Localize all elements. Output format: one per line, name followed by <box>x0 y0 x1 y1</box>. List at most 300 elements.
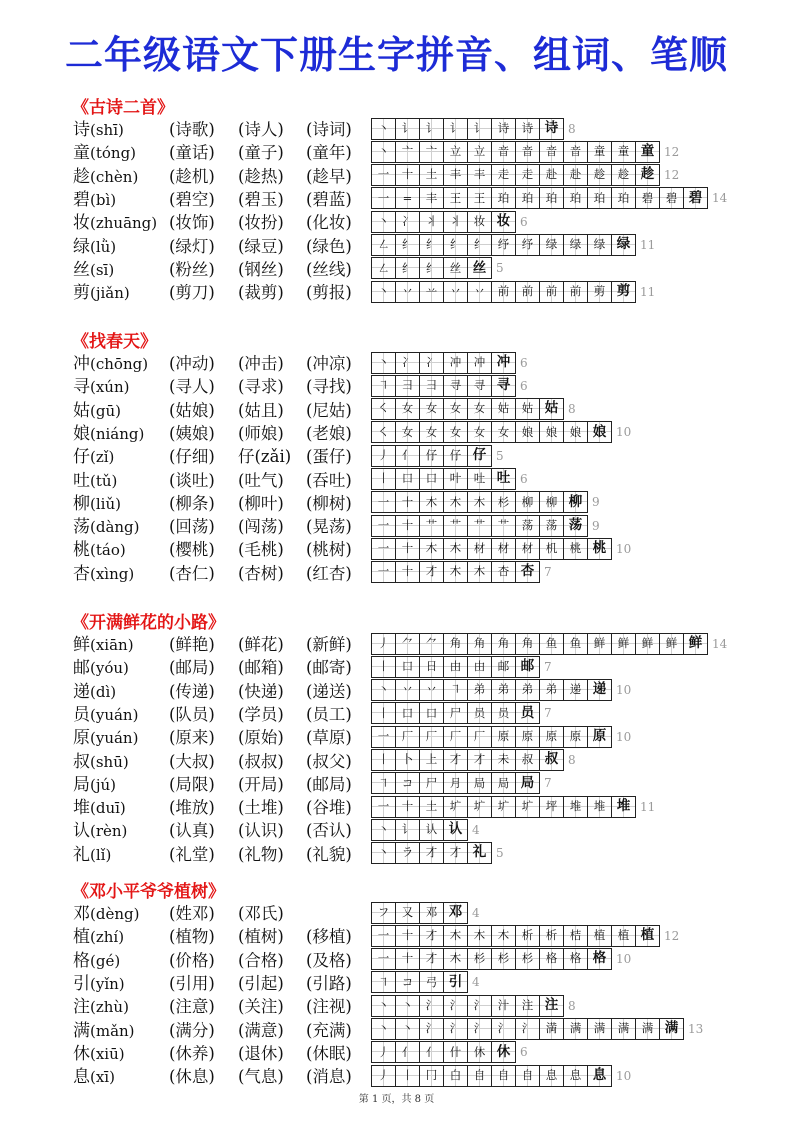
word-phrase: (谷堆) <box>306 798 352 818</box>
stroke-step-cell: 氵 <box>443 1018 468 1040</box>
pinyin: (liǔ) <box>90 494 121 513</box>
stroke-step-cell: 十 <box>395 538 420 560</box>
stroke-step-cell: 立 <box>467 141 492 163</box>
word-phrase: (冲动) <box>169 354 215 373</box>
stroke-order-grid <box>371 656 552 677</box>
stroke-step-cell: 讠 <box>467 118 492 140</box>
word-phrase: (局限) <box>169 774 215 794</box>
character-row <box>73 797 773 819</box>
word-phrase: (邮箱) <box>238 658 284 678</box>
pinyin: (chèn) <box>90 167 139 186</box>
stroke-count: 10 <box>616 541 632 556</box>
stroke-step-cell: 丷 <box>419 679 444 701</box>
stroke-step-cell: 角 <box>467 633 492 655</box>
character: 剪 <box>73 283 90 304</box>
stroke-count: 8 <box>568 998 576 1013</box>
character-row <box>73 423 773 445</box>
stroke-step-cell: 荡 <box>563 515 588 537</box>
stroke-step-cell: 讠 <box>395 819 420 841</box>
stroke-step-cell: 尸 <box>419 772 444 794</box>
character-with-pinyin <box>73 704 138 726</box>
stroke-step-cell: 満 <box>539 1018 564 1040</box>
stroke-step-cell: 女 <box>395 421 420 443</box>
stroke-step-cell: コ <box>395 772 420 794</box>
stroke-step-cell: 局 <box>467 772 492 794</box>
stroke-step-cell: 自 <box>467 1065 492 1087</box>
stroke-step-cell: 氵 <box>419 1018 444 1040</box>
stroke-step-cell: 口 <box>419 702 444 724</box>
word-phrase: (回荡) <box>169 517 215 537</box>
stroke-order-grid <box>371 796 655 817</box>
word-phrase: (晃荡) <box>306 517 352 537</box>
stroke-count: 14 <box>712 191 728 206</box>
character-with-pinyin <box>73 516 140 538</box>
stroke-order-grid <box>371 188 727 209</box>
stroke-step-cell: 口 <box>395 468 420 490</box>
stroke-step-cell: 仔 <box>419 445 444 467</box>
stroke-step-cell: 丶 <box>371 819 396 841</box>
word-phrase: (冲击) <box>238 354 284 373</box>
character-row <box>73 657 773 679</box>
character: 趁 <box>73 166 90 187</box>
word-phrase: (认识) <box>238 821 284 841</box>
character-with-pinyin <box>73 634 134 656</box>
word-phrase: (合格) <box>238 950 284 970</box>
character-with-pinyin <box>73 820 127 842</box>
word-phrase: (老娘) <box>306 423 352 443</box>
stroke-step-cell: 木 <box>443 561 468 583</box>
stroke-step-cell: 十 <box>395 925 420 947</box>
stroke-count: 7 <box>544 706 552 721</box>
character-with-pinyin <box>73 797 126 819</box>
section-title: 《开满鲜花的小路》 <box>72 613 225 633</box>
stroke-step-cell: 堆 <box>587 796 612 818</box>
word-phrase: (否认) <box>306 821 352 841</box>
word-phrase: (毛桃) <box>238 540 284 560</box>
stroke-step-cell: 冲 <box>467 352 492 374</box>
stroke-step-cell: 氵 <box>515 1018 540 1040</box>
pinyin: (tǔ) <box>90 471 118 490</box>
character: 休 <box>73 1043 90 1064</box>
stroke-order-grid <box>371 726 631 747</box>
stroke-step-cell: 卜 <box>395 749 420 771</box>
stroke-step-cell: 姑 <box>491 398 516 420</box>
stroke-step-cell: 未 <box>491 749 516 771</box>
stroke-order-grid <box>371 819 480 840</box>
stroke-order-grid <box>371 750 576 771</box>
stroke-step-cell: 格 <box>587 948 612 970</box>
pinyin: (jiǎn) <box>90 284 130 303</box>
stroke-step-cell: 亻 <box>395 1041 420 1063</box>
stroke-step-cell: 吐 <box>491 468 516 490</box>
stroke-step-cell: 月 <box>443 772 468 794</box>
stroke-step-cell: 原 <box>563 726 588 748</box>
stroke-count: 10 <box>616 952 632 967</box>
stroke-count: 10 <box>616 1068 632 1083</box>
stroke-step-cell: 童 <box>587 141 612 163</box>
stroke-step-cell: 一 <box>371 796 396 818</box>
word-phrase: (闯荡) <box>238 517 284 537</box>
stroke-step-cell: 走 <box>515 164 540 186</box>
word-phrase: (吐气) <box>238 470 284 490</box>
word-phrase: (蛋仔) <box>306 447 352 467</box>
word-phrase: (寻求) <box>238 377 284 397</box>
stroke-step-cell: 材 <box>467 538 492 560</box>
stroke-order-grid <box>371 258 504 279</box>
stroke-step-cell: 坪 <box>539 796 564 818</box>
stroke-step-cell: 珀 <box>563 187 588 209</box>
stroke-count: 12 <box>664 168 680 183</box>
pinyin: (zhù) <box>90 998 129 1017</box>
stroke-step-cell: 王 <box>443 187 468 209</box>
stroke-count: 7 <box>544 659 552 674</box>
character-row <box>73 236 773 258</box>
word-phrase: (满分) <box>169 1020 215 1040</box>
pinyin: (yǐn) <box>90 974 125 993</box>
pinyin: (tóng) <box>90 144 137 163</box>
stroke-count: 6 <box>520 1045 528 1060</box>
stroke-count: 5 <box>496 846 504 861</box>
character-row <box>73 189 773 211</box>
stroke-step-cell: 女 <box>419 398 444 420</box>
stroke-step-cell: 木 <box>443 925 468 947</box>
stroke-step-cell: ㇕ <box>371 971 396 993</box>
stroke-step-cell: 艹 <box>419 515 444 537</box>
stroke-step-cell: 丰 <box>419 187 444 209</box>
stroke-step-cell: 递 <box>563 679 588 701</box>
character-row <box>73 926 773 948</box>
stroke-order-grid <box>371 562 552 583</box>
word-phrase: (趁早) <box>306 166 352 186</box>
stroke-order-grid <box>371 352 528 373</box>
stroke-step-cell: 格 <box>539 948 564 970</box>
word-phrase: (诗歌) <box>169 120 215 139</box>
character-row <box>73 446 773 468</box>
stroke-step-cell: 才 <box>419 842 444 864</box>
stroke-step-cell: 仔 <box>467 445 492 467</box>
stroke-step-cell: 局 <box>491 772 516 794</box>
character-with-pinyin <box>73 212 157 234</box>
stroke-count: 7 <box>544 565 552 580</box>
stroke-step-cell: 丶 <box>395 995 420 1017</box>
character: 吐 <box>73 470 90 491</box>
stroke-count: 11 <box>640 799 656 814</box>
character-with-pinyin <box>73 166 138 188</box>
stroke-step-cell: 纾 <box>491 234 516 256</box>
word-phrase: (化妆) <box>306 213 352 233</box>
stroke-step-cell: 弟 <box>467 679 492 701</box>
character: 息 <box>73 1067 90 1088</box>
stroke-step-cell: 厂 <box>467 726 492 748</box>
stroke-step-cell: 丶 <box>371 995 396 1017</box>
stroke-step-cell: 丰 <box>467 164 492 186</box>
stroke-step-cell: 鱼 <box>539 633 564 655</box>
stroke-step-cell: 角 <box>491 633 516 655</box>
pinyin: (xī) <box>90 1068 115 1087</box>
stroke-order-grid <box>371 515 600 536</box>
word-phrase: (丝线) <box>306 259 352 279</box>
stroke-step-cell: 植 <box>587 925 612 947</box>
pinyin: (shī) <box>90 121 124 139</box>
stroke-count: 12 <box>664 928 680 943</box>
stroke-step-cell: 材 <box>491 538 516 560</box>
stroke-step-cell: 尸 <box>443 702 468 724</box>
stroke-step-cell: 满 <box>659 1018 684 1040</box>
stroke-step-cell: 木 <box>491 925 516 947</box>
stroke-step-cell: 才 <box>419 925 444 947</box>
stroke-step-cell: 艹 <box>443 515 468 537</box>
character-row <box>73 400 773 422</box>
stroke-step-cell: 土 <box>419 796 444 818</box>
stroke-step-cell: 鲜 <box>683 633 708 655</box>
character: 童 <box>73 143 90 164</box>
character-with-pinyin <box>73 470 117 492</box>
stroke-step-cell: 丝 <box>443 257 468 279</box>
stroke-step-cell: 趁 <box>611 164 636 186</box>
pinyin: (rèn) <box>90 822 128 841</box>
character-with-pinyin <box>73 446 114 468</box>
stroke-step-cell: 引 <box>443 971 468 993</box>
stroke-step-cell: 纾 <box>515 234 540 256</box>
word-phrase: (绿色) <box>306 236 352 256</box>
character: 局 <box>73 774 90 795</box>
stroke-order-grid <box>371 399 576 420</box>
stroke-step-cell: 讠 <box>419 118 444 140</box>
stroke-step-cell: 十 <box>395 515 420 537</box>
stroke-step-cell: 丿 <box>371 1065 396 1087</box>
word-phrase: (休息) <box>169 1067 215 1087</box>
pinyin: (lǜ) <box>90 237 117 256</box>
stroke-step-cell: 丶 <box>395 1018 420 1040</box>
character: 碧 <box>73 189 90 210</box>
word-phrase: (满意) <box>238 1020 284 1040</box>
word-phrase: (杏仁) <box>169 563 215 583</box>
stroke-step-cell: 前 <box>491 281 516 303</box>
word-phrase: (大叔) <box>169 751 215 771</box>
stroke-step-cell: 木 <box>419 491 444 513</box>
pinyin: (yuán) <box>90 705 139 724</box>
character-row <box>73 820 773 842</box>
character: 认 <box>73 821 90 842</box>
stroke-step-cell: 纟 <box>419 257 444 279</box>
stroke-step-cell: 一 <box>371 726 396 748</box>
stroke-step-cell: ㇕ <box>443 679 468 701</box>
character-with-pinyin <box>73 142 136 164</box>
word-phrase: (碧玉) <box>238 189 284 209</box>
word-phrase: (礼物) <box>238 844 284 864</box>
stroke-step-cell: 才 <box>467 749 492 771</box>
character: 鲜 <box>73 635 90 655</box>
stroke-step-cell: 珀 <box>491 187 516 209</box>
word-phrase: (柳条) <box>169 493 215 513</box>
stroke-step-cell: 一 <box>371 925 396 947</box>
stroke-order-grid <box>371 538 631 559</box>
character-with-pinyin <box>73 259 114 281</box>
stroke-step-cell: 弟 <box>515 679 540 701</box>
stroke-step-cell: 厂 <box>443 726 468 748</box>
stroke-step-cell: 土 <box>419 164 444 186</box>
character: 堆 <box>73 798 90 819</box>
stroke-step-cell: 原 <box>491 726 516 748</box>
stroke-step-cell: 木 <box>467 491 492 513</box>
stroke-step-cell: 局 <box>515 772 540 794</box>
character: 丝 <box>73 259 90 280</box>
stroke-step-cell: 艹 <box>491 515 516 537</box>
character-row <box>73 376 773 398</box>
character-with-pinyin <box>73 539 126 561</box>
stroke-step-cell: 丿 <box>371 633 396 655</box>
stroke-step-cell: 角 <box>515 633 540 655</box>
character-row <box>73 353 773 375</box>
stroke-step-cell: 认 <box>419 819 444 841</box>
character-with-pinyin <box>73 727 138 749</box>
character: 姑 <box>73 400 90 421</box>
character-row <box>73 950 773 972</box>
stroke-count: 8 <box>568 121 576 136</box>
character-with-pinyin <box>73 926 124 948</box>
word-phrase: (冲凉) <box>306 354 352 373</box>
stroke-step-cell: 妆 <box>491 211 516 233</box>
word-phrase: (桃树) <box>306 540 352 560</box>
stroke-step-cell: 鲜 <box>587 633 612 655</box>
word-phrase: (叔叔) <box>238 751 284 771</box>
stroke-step-cell: 丶 <box>371 281 396 303</box>
stroke-step-cell: 丶 <box>371 842 396 864</box>
character-row <box>73 539 773 561</box>
stroke-step-cell: 纟 <box>443 234 468 256</box>
character-with-pinyin <box>73 681 116 703</box>
stroke-step-cell: 冂 <box>419 1065 444 1087</box>
pinyin: (xiū) <box>90 1044 125 1063</box>
stroke-step-cell: 丬 <box>419 211 444 233</box>
stroke-count: 8 <box>568 402 576 417</box>
character-row <box>73 704 773 726</box>
character-with-pinyin <box>73 774 116 796</box>
stroke-count: 10 <box>616 729 632 744</box>
page-footer: 第 1 页，共 8 页 <box>358 1094 435 1105</box>
stroke-step-cell: 丷 <box>467 281 492 303</box>
pinyin: (yuán) <box>90 729 139 748</box>
character-with-pinyin <box>73 1020 135 1042</box>
word-phrase: (剪刀) <box>169 283 215 303</box>
stroke-count: 7 <box>544 776 552 791</box>
word-phrase: (钢丝) <box>238 259 284 279</box>
stroke-step-cell: 荡 <box>539 515 564 537</box>
stroke-step-cell: 圹 <box>491 796 516 818</box>
stroke-step-cell: 童 <box>635 141 660 163</box>
stroke-step-cell: 丨 <box>371 749 396 771</box>
stroke-order-grid <box>371 165 679 186</box>
stroke-step-cell: コ <box>395 971 420 993</box>
stroke-step-cell: 剪 <box>587 281 612 303</box>
stroke-step-cell: 材 <box>515 538 540 560</box>
character: 格 <box>73 950 90 971</box>
stroke-step-cell: 丰 <box>443 164 468 186</box>
stroke-step-cell: 纟 <box>419 234 444 256</box>
word-phrase: (植树) <box>238 927 284 947</box>
character: 引 <box>73 973 90 994</box>
pinyin: (xiān) <box>90 636 134 654</box>
character-with-pinyin <box>73 563 134 585</box>
stroke-order-grid <box>371 375 528 396</box>
character-row <box>73 996 773 1018</box>
stroke-count: 9 <box>592 495 600 510</box>
stroke-step-cell: 音 <box>515 141 540 163</box>
stroke-step-cell: 厂 <box>419 726 444 748</box>
stroke-step-cell: 圹 <box>443 796 468 818</box>
stroke-step-cell: 认 <box>443 819 468 841</box>
character-row <box>73 1020 773 1042</box>
stroke-step-cell: 女 <box>443 421 468 443</box>
stroke-step-cell: 女 <box>395 398 420 420</box>
pinyin: (gé) <box>90 951 121 970</box>
stroke-step-cell: ㇛ <box>371 398 396 420</box>
stroke-step-cell: 休 <box>467 1041 492 1063</box>
word-phrase: (引起) <box>238 973 284 993</box>
stroke-order-grid <box>371 118 576 139</box>
word-phrase: (柳叶) <box>238 493 284 513</box>
word-phrase: (樱桃) <box>169 540 215 560</box>
stroke-step-cell: 满 <box>563 1018 588 1040</box>
stroke-step-cell: 鲜 <box>635 633 660 655</box>
stroke-count: 4 <box>472 905 480 920</box>
word-phrase: (诗词) <box>306 120 352 139</box>
character: 妆 <box>73 213 90 234</box>
stroke-step-cell: ㇜ <box>371 257 396 279</box>
stroke-step-cell: 丶 <box>371 211 396 233</box>
stroke-order-grid <box>371 949 631 970</box>
stroke-step-cell: 女 <box>491 421 516 443</box>
stroke-step-cell: 原 <box>587 726 612 748</box>
character-row <box>73 751 773 773</box>
stroke-step-cell: 丿 <box>371 445 396 467</box>
stroke-step-cell: 植 <box>611 925 636 947</box>
character-row <box>73 282 773 304</box>
stroke-step-cell: 析 <box>539 925 564 947</box>
stroke-step-cell: ⺈ <box>419 633 444 655</box>
stroke-step-cell: 丝 <box>467 257 492 279</box>
stroke-order-grid <box>371 235 655 256</box>
stroke-order-grid <box>371 633 727 654</box>
stroke-step-cell: 丶 <box>371 679 396 701</box>
stroke-step-cell: 氵 <box>443 995 468 1017</box>
pinyin: (shū) <box>90 752 129 771</box>
stroke-step-cell: 冲 <box>443 352 468 374</box>
stroke-step-cell: 口 <box>419 468 444 490</box>
word-phrase: (认真) <box>169 821 215 841</box>
stroke-step-cell: 杏 <box>491 561 516 583</box>
stroke-step-cell: 木 <box>419 538 444 560</box>
word-phrase: (移植) <box>306 927 352 947</box>
word-phrase: (裁剪) <box>238 283 284 303</box>
word-phrase: (剪报) <box>306 283 352 303</box>
word-phrase: (趁机) <box>169 166 215 186</box>
stroke-step-cell: ⺕ <box>395 375 420 397</box>
stroke-step-cell: 汁 <box>491 995 516 1017</box>
character: 礼 <box>73 844 90 865</box>
stroke-step-cell: 十 <box>395 164 420 186</box>
stroke-step-cell: 吐 <box>467 468 492 490</box>
stroke-step-cell: 赴 <box>539 164 564 186</box>
character-row <box>73 681 773 703</box>
character-with-pinyin <box>73 973 125 995</box>
stroke-step-cell: 珀 <box>587 187 612 209</box>
stroke-step-cell: 原 <box>539 726 564 748</box>
stroke-step-cell: 又 <box>395 902 420 924</box>
stroke-count: 11 <box>640 284 656 299</box>
stroke-step-cell: 珀 <box>611 187 636 209</box>
stroke-step-cell: 植 <box>635 925 660 947</box>
